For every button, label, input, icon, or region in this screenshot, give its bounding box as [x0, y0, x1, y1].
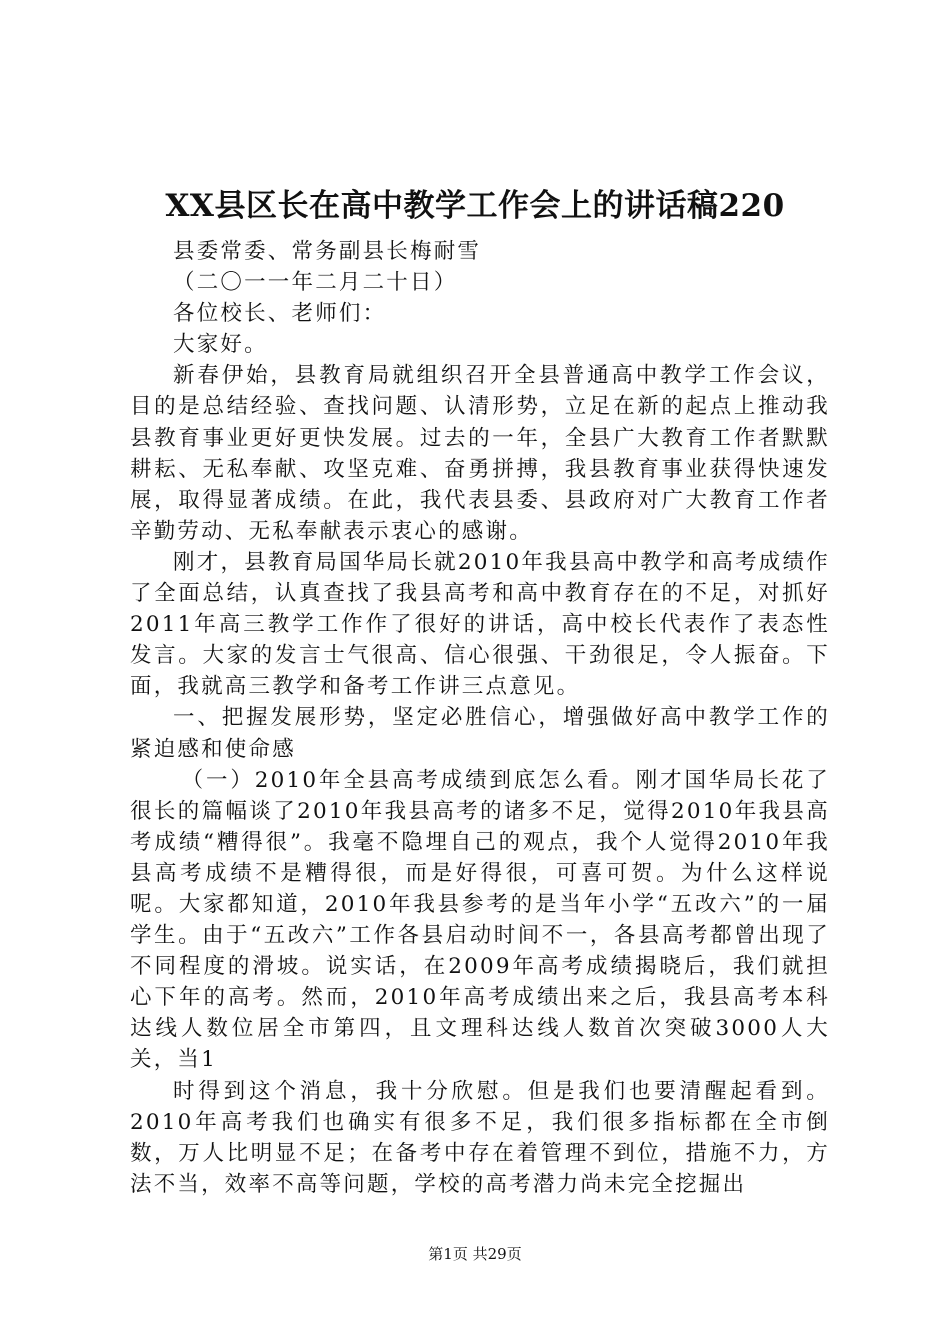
paragraph: （一）2010年全县高考成绩到底怎么看。刚才国华局长花了很长的篇幅谈了2010年我县高考的诸多不足，觉得2010年我县高考成绩“糟得很”。我毫不隐埋自己的观点，我个人觉得2010年我县高考成绩不是糟得很，而是好得很，可喜可贺。为什么这样说呢。大家都知道，2010年我县参考的是当年小学“五改六”的一届学生。由于“五改六”工作各县启动时间不一，各县高考都曾出现了不同程度的滑坡。说实话，在2009年高考成绩揭晓后，我们就担心下年的高考。然而，2010年高考成绩出来之后，我县高考本科达线人数位居全市第四，且文理科达线人数首次突破3000人大关，当1 — [130, 767, 830, 1073]
speaker-line: 县委常委、常务副县长梅耐雪 — [173, 239, 482, 264]
paragraph: 时得到这个消息，我十分欣慰。但是我们也要清醒起看到。2010年高考我们也确实有很多不足，我们很多指标都在全市倒数，万人比明显不足；在备考中存在着管理不到位，措施不力，方法不当，效率不高等问题，学校的高考潜力尚未完全挖掘出 — [130, 1078, 830, 1197]
greeting: 大家好。 — [173, 332, 268, 358]
page-footer: 第1页 共29页 — [428, 1245, 522, 1263]
document-title: XX县区长在高中教学工作会上的讲话稿220 — [165, 188, 785, 224]
paragraph: 新春伊始，县教育局就组织召开全县普通高中教学工作会议，目的是总结经验、查找问题、认清形势，立足在新的起点上推动我县教育事业更好更快发展。过去的一年，全县广大教育工作者默默耕耘、无私奉献、攻坚克难、奋勇拼搏，我县教育事业获得快速发展，取得显著成绩。在此，我代表县委、县政府对广大教育工作者辛勤劳动、无私奉献表示衷心的感谢。 — [130, 363, 830, 544]
document-body — [130, 236, 830, 1200]
paragraph: 刚才，县教育局国华局长就2010年我县高中教学和高考成绩作了全面总结，认真查找了我县高考和高中教育存在的不足，对抓好2011年高三教学工作作了很好的讲话，高中校长代表作了表态性发言。大家的发言士气很高、信心很强、干劲很足，令人振奋。下面，我就高三教学和备考工作讲三点意见。 — [130, 549, 830, 700]
section-heading: 一、把握发展形势，坚定必胜信心，增强做好高中教学工作的紧迫感和使命感 — [130, 705, 830, 762]
date-line: （二〇一一年二月二十日） — [173, 270, 458, 296]
salutation: 各位校长、老师们： — [173, 301, 387, 327]
